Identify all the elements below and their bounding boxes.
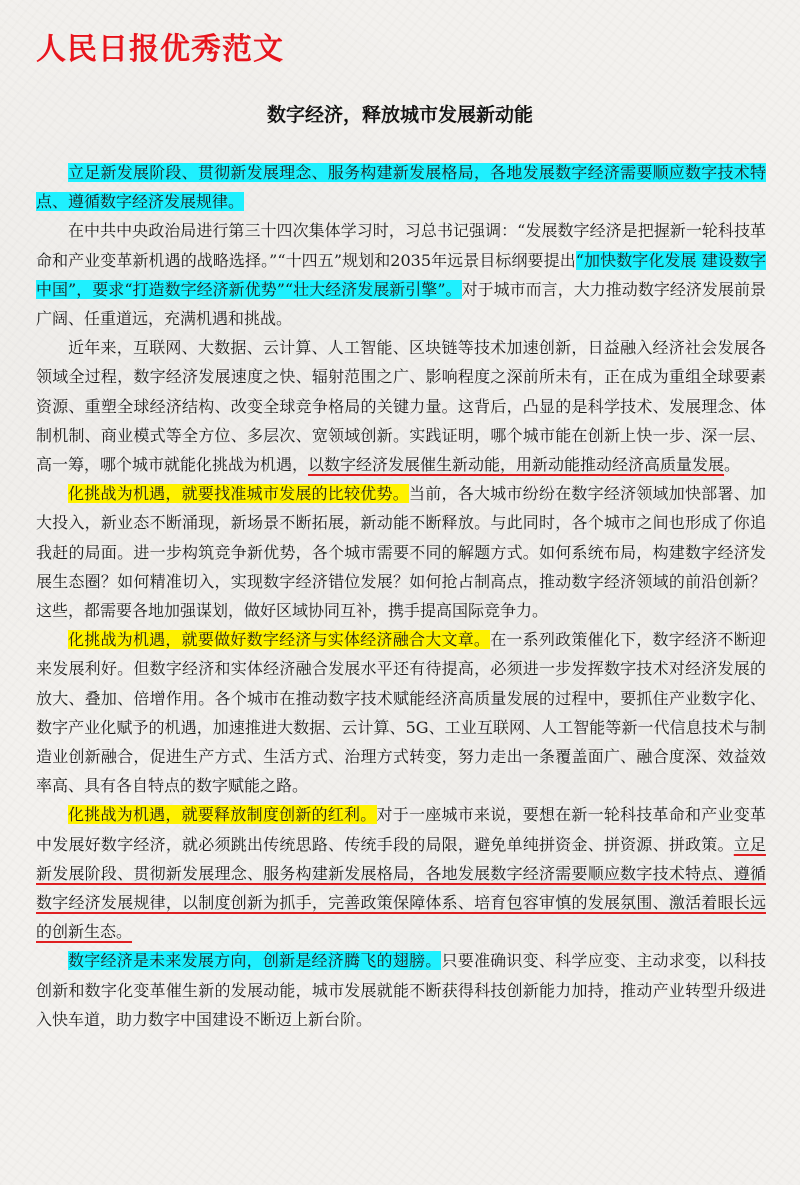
paragraph-6 <box>36 800 766 946</box>
highlight-cyan: 立足新发展阶段、贯彻新发展理念、服务构建新发展格局，各地发展数字经济需要顺应数字技术特点、遵循数字经济发展规律。 <box>36 163 766 212</box>
article-title: 数字经济，释放城市发展新动能 <box>266 104 533 126</box>
underline-red: 以数字经济发展催生新动能，用新动能推动经济高质量发展 <box>308 455 725 475</box>
paragraph-text: 在一系列政策催化下，数字经济不断迎来发展利好。但数字经济和实体经济融合发展水平还有待提高，必须进一步发挥数字技术对经济发展的放大、叠加、倍增作用。各个城市在推动数字技术赋能经济高质量发展的过程中，要抓住产业数字化、数字产业化赋予的机遇，加速推进大数据、云计算、5G、工业互联网、人工智能等新一代信息技术与制造业创新融合，促进生产方式、生活方式、治理方式转变，努力走出一条覆盖面广、融合度深、效益效率高、具有各自特点的数字赋能之路。 <box>36 630 766 796</box>
paragraph-text: 。 <box>724 455 741 475</box>
paragraph-5 <box>36 625 766 800</box>
underline-red: 立足新发展阶段、贯彻新发展理念、服务构建新发展格局，各地发展数字经济需要顺应数字技术特点、遵循数字经济发展规律，以制度创新为抓手，完善政策保障体系、培育包容审慎的发展氛围、激活着眼长远的创新生态。 <box>36 834 766 942</box>
paragraph-text: 在中共中央政治局进行第三十四次集体学习时，习总书记强调：“发展数字经济是把握新一轮科技革命和产业变革新机遇的战略选择。”“十四五”规划和2035年远景目标纲要提出 <box>36 221 766 270</box>
highlight-cyan: 数字经济是未来发展方向，创新是经济腾飞的翅膀。 <box>68 951 442 971</box>
paragraph-text: 对于城市而言，大力推动数字经济发展前景广阔、任重道远，充满机遇和挑战。 <box>36 279 766 329</box>
paragraph-7 <box>36 946 766 1034</box>
paragraph-4 <box>36 479 766 625</box>
highlight-yellow: 化挑战为机遇，就要释放制度创新的红利。 <box>68 805 377 825</box>
paragraph-text: 对于一座城市来说，要想在新一轮科技革命和产业变革中发展好数字经济，就必须跳出传统思路、传统手段的局限，避免单纯拼资金、拼资源、拼政策。 <box>36 805 766 854</box>
paragraph-text: 近年来，互联网、大数据、云计算、人工智能、区块链等技术加速创新，日益融入经济社会发展各领域全过程，数字经济发展速度之快、辐射范围之广、影响程度之深前所未有，正在成为重组全球要素资源、重塑全球经济结构、改变全球竞争格局的关键力量。这背后，凸显的是科学技术、发展理念、体制机制、商业模式等全方位、多层次、宽领域创新。实践证明，哪个城市能在创新上快一步、深一层、高一筹，哪个城市就能化挑战为机遇， <box>36 338 766 475</box>
article-body <box>36 158 766 1034</box>
highlight-cyan: “加快数字化发展 建设数字中国”，要求“打造数字经济新优势”“壮大经济发展新引擎”。 <box>36 250 766 299</box>
paragraph-text: 只要准确识变、科学应变、主动求变，以科技创新和数字化变革催生新的发展动能，城市发展就能不断获得科技创新能力加持，推动产业转型升级进入快车道，助力数字中国建设不断迈上新台阶。 <box>36 951 766 1029</box>
header-title: 人民日报优秀范文 <box>36 32 284 67</box>
paragraph-1 <box>36 158 766 216</box>
paragraph-3 <box>36 333 766 479</box>
paragraph-text: 当前，各大城市纷纷在数字经济领域加快部署、加大投入，新业态不断涌现，新场景不断拓展，新动能不断释放。与此同时，各个城市之间也形成了你追我赶的局面。进一步构筑竞争新优势，各个城市需要不同的解题方式。如何系统布局，构建数字经济发展生态圈？如何精准切入，实现数字经济错位发展？如何抢占制高点，推动数字经济领域的前沿创新？这些，都需要各地加强谋划，做好区域协同互补，携手提高国际竞争力。 <box>36 484 766 621</box>
highlight-yellow: 化挑战为机遇，就要找准城市发展的比较优势。 <box>68 484 409 504</box>
paragraph-2 <box>36 216 766 333</box>
highlight-yellow: 化挑战为机遇，就要做好数字经济与实体经济融合大文章。 <box>68 630 491 650</box>
